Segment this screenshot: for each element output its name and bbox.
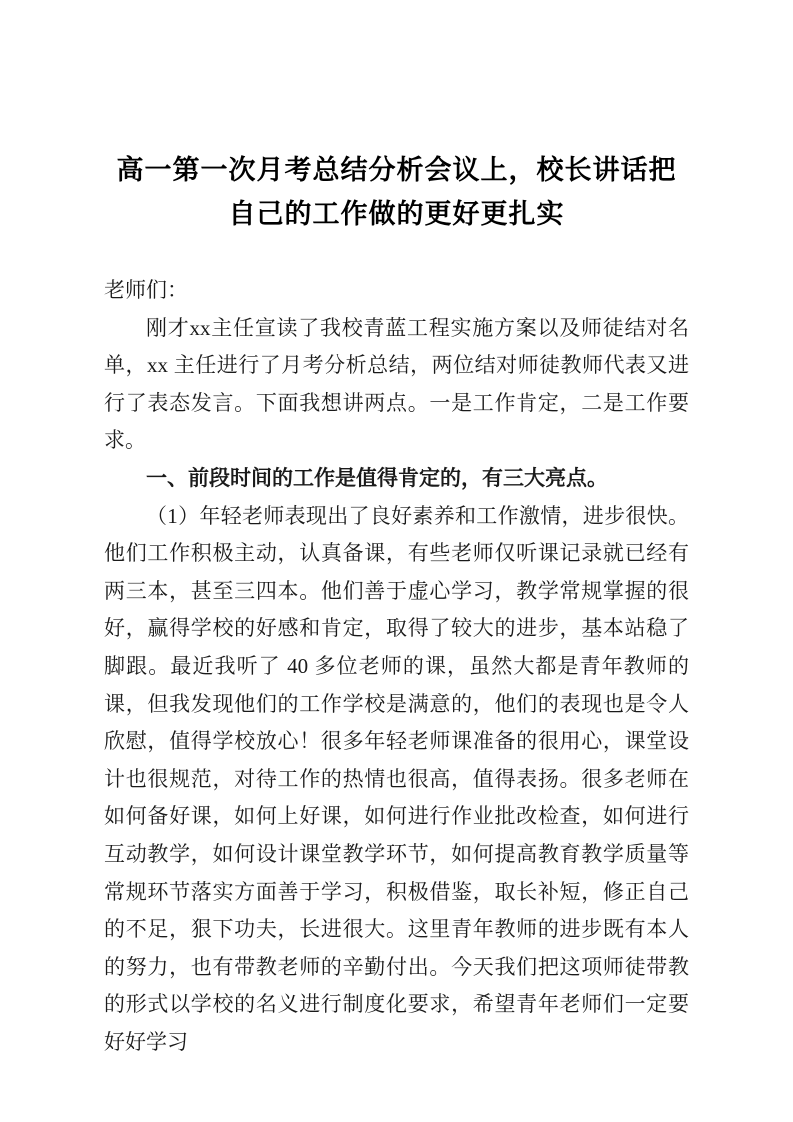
document-body bbox=[104, 272, 689, 1061]
document-title: 高一第一次月考总结分析会议上，校长讲话把自己的工作做的更好更扎实 bbox=[116, 155, 677, 229]
section-heading: 一、前段时间的工作是值得肯定的，有三大亮点。 bbox=[146, 465, 608, 490]
body-paragraph: 刚才xx主任宣读了我校青蓝工程实施方案以及师徒结对名单，xx 主任进行了月考分析总结，两位结对师徒教师代表又进行了表态发言。下面我想讲两点。一是工作肯定，二是工作要求。 bbox=[104, 315, 689, 453]
paragraph-container bbox=[104, 310, 689, 1062]
body-paragraph: （1）年轻老师表现出了良好素养和工作激情，进步很快。他们工作积极主动，认真备课，有些老师仅听课记录就已经有两三本，甚至三四本。他们善于虚心学习，教学常规掌握的很好，赢得学校的好感和肯定，取得了较大的进步，基本站稳了脚跟。最近我听了 40 多位老师的课，虽然大都是青年教师的课，但我发现他们的工作学校是满意的，他们的表现也是令人欣慰，值得学校放心！很多年轻老师课准备的很用心，课堂设计也很规范，对待工作的热情也很高，值得表扬。很多老师在如何备好课，如何上好课，如何进行作业批改检查，如何进行互动教学，如何设计课堂教学环节，如何提高教育教学质量等常规环节落实方面善于学习，积极借鉴，取长补短，修正自己的不足，狠下功夫，长进很大。这里青年教师的进步既有本人的努力，也有带教老师的辛勤付出。今天我们把这项师徒带教的形式以学校的名义进行制度化要求，希望青年老师们一定要好好学习 bbox=[104, 503, 689, 1054]
salutation: 老师们： bbox=[104, 278, 188, 302]
